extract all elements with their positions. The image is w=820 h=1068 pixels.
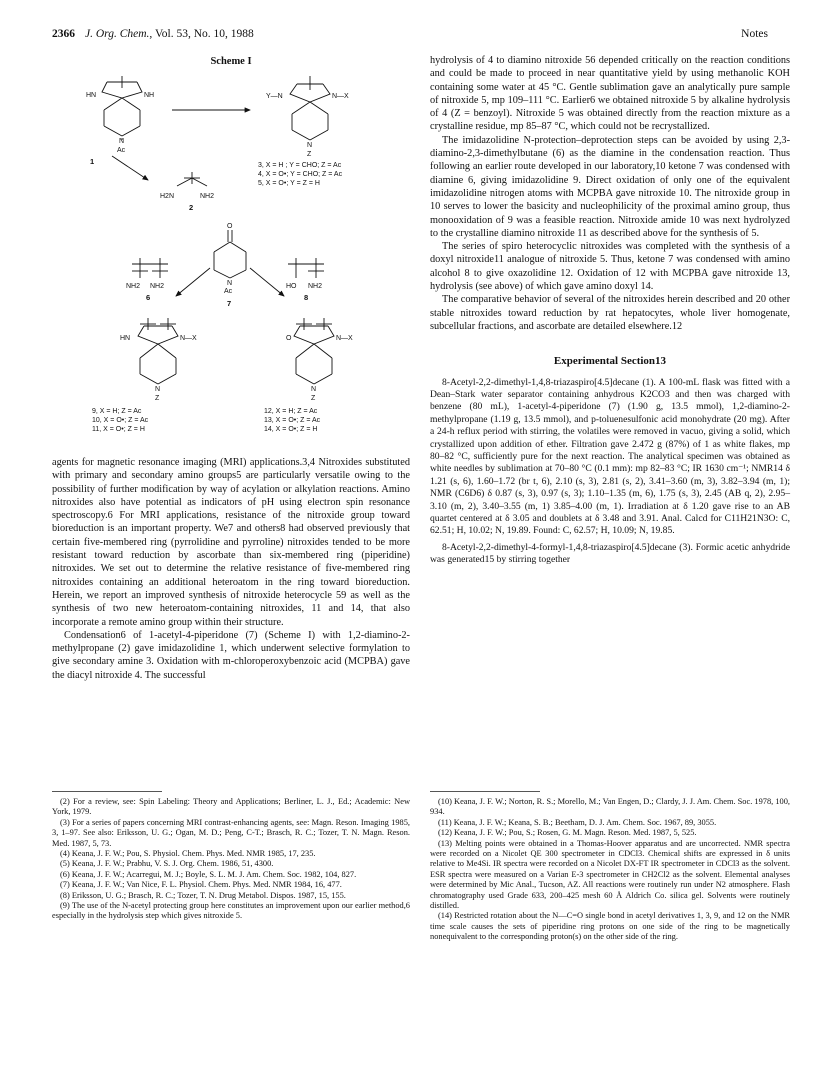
c8-b: NH2 <box>308 283 323 290</box>
compound-7-structure <box>214 223 246 308</box>
c8-number: 8 <box>304 293 309 302</box>
page-number: 2366 <box>52 28 75 40</box>
compound-2-structure <box>160 172 214 212</box>
c12-n: N <box>311 386 317 393</box>
c12-z: Z <box>311 395 316 402</box>
footnote: (8) Eriksson, U. G.; Brasch, R. C.; Tozer, T. N. Drug Metabol. Dispos. 1987, 15, 155. <box>60 890 346 900</box>
journal-name: J. Org. Chem., <box>85 28 153 40</box>
c3-label-1: 3, X = H ; Y = CHO; Z = Ac <box>258 162 342 169</box>
journal-citation: Vol. 53, No. 10, 1988 <box>154 28 254 40</box>
compound-8-structure <box>286 258 324 302</box>
c12-right: N—X <box>336 335 353 342</box>
experimental-section-title: Experimental Section13 <box>553 355 667 368</box>
c12-label-1: 12, X = H; Z = Ac <box>264 408 318 415</box>
footnote: (5) Keana, J. F. W.; Prabhu, V. S. J. Org. Chem. 1986, 51, 4300. <box>60 859 274 869</box>
c7-n: N <box>227 280 233 287</box>
right-column-body <box>430 54 790 567</box>
arrow-down-left <box>112 156 148 180</box>
c12-left: O <box>286 335 292 342</box>
c3-z: Z <box>307 151 312 158</box>
c1-hn: HN <box>86 92 97 99</box>
scheme-title: Scheme I <box>210 56 252 67</box>
c9-n: N <box>155 386 161 393</box>
footnote: (3) For a series of papers concerning MRI contrast-enhancing agents, see: Magn. Reson. Imaging 1985, 3, 1–97. See also: Eriksson, U. G.; Ogan, M. D.; Peng, C-T.; Brasch, R. C.; Tozer, T. N. Magn. Reson. Med. 1987, 5, 73. <box>52 817 410 848</box>
footnote: (2) For a review, see: Spin Labeling: Theory and Applications; Berliner, L. J., Ed.; Academic: New York, 1979. <box>52 797 410 817</box>
body-paragraph: The imidazolidine N-protection–deprotection steps can be avoided by using 2,3-diamino-2,3-dimethylbutane (6) as the diamine in the condensation reaction. Thus following an earlier route developed in our laboratory,10 ketone 7 was condensed with diamine 6, giving imidazolidine 9. Direct oxidation of only one of the equivalent imidazolidine nitrogen atoms with MCPBA gave nitroxide 10. The nitroxide group in 10 serves to lower the basicity and nucleophilicity of the proximal amino group, thus monooxidation of 9 was a feasible reaction. Nitroxide amide 10 was next hydrolyzed to the crystalline diamino nitroxide 11 as described above for the synthesis of 5. <box>430 134 790 239</box>
c1-nh: NH <box>144 92 155 99</box>
compound-12-14-structure <box>264 318 353 433</box>
footnote: (9) The use of the N-acetyl protecting group here constitutes an improvement upon our earlier method,6 especially in the hydrolysis step which gives nitroxide 5. <box>52 901 410 921</box>
c3-label-3: 5, X = O•; Y = Z = H <box>258 180 320 187</box>
body-paragraph: The comparative behavior of several of the nitroxides herein described and 20 other stable nitroxides toward reduction by rat hepatocytes, whole liver homogenate, subcellular fractions, and ascorbate are detailed elsewhere.12 <box>430 294 790 332</box>
arrow-7-to-9 <box>176 268 210 296</box>
body-paragraph: hydrolysis of 4 to diamino nitroxide 56 depended critically on the reaction conditions and could be made to proceed in near quantitative yield by using methanolic KOH containing some water at 45 °C. Gentle sublimation gave an analytically pure sample of nitroxide 5, mp 109–111 °C. Earlier6 we obtained nitroxide 5 by alkaline hydrolysis of 4 (Z = benzoyl). Nitroxide 5 was obtained directly from the reaction mixture as a crystalline residue, mp 85–87 °C, which could not be recrystallized. <box>430 55 790 133</box>
c1-n: N <box>119 138 125 145</box>
c3-n: N <box>307 142 313 149</box>
running-header <box>52 28 254 40</box>
c9-z: Z <box>155 395 160 402</box>
c1-number: 1 <box>90 157 95 166</box>
c3-label-2: 4, X = O•; Y = CHO; Z = Ac <box>258 171 343 178</box>
footnote: (11) Keana, J. F. W.; Keana, S. B.; Beetham, D. J. Am. Chem. Soc. 1967, 89, 3055. <box>438 817 717 827</box>
footnote: (4) Keana, J. F. W.; Pou, S. Physiol. Chem. Phys. Med. NMR 1985, 17, 235. <box>60 849 316 859</box>
c8-a: HO <box>286 283 297 290</box>
footnote-rule <box>52 791 162 792</box>
c9-label-1: 9, X = H; Z = Ac <box>92 408 142 415</box>
c1-ac: Ac <box>117 147 126 154</box>
compound-9-11-structure <box>92 318 197 433</box>
reaction-scheme <box>52 68 410 450</box>
footnote: (7) Keana, J. F. W.; Van Nice, F. L. Physiol. Chem. Phys. Med. NMR 1984, 16, 477. <box>60 880 342 890</box>
c9-label-3: 11, X = O•; Z = H <box>92 426 145 433</box>
experimental-paragraph: 8-Acetyl-2,2-dimethyl-1,4,8-triazaspiro[4.5]decane (1). A 100-mL flask was fitted with a Dean–Stark water separator containing anhydrous K2CO3 and then was charged with benzene (80 mL), 1-acetyl-4-piperidone (7) (1.90 g, 13.5 mmol), 1,2-diamino-2-methylpropane (1.19 g, 13.5 mmol), and p-toluenesulfonic acid monohydrate (20 mg). After a 24-h reflux period with stirring, the volatiles were removed in vacuo, giving a solid, which crystallized upon addition of ether. Filtration gave 2.472 g (87%) of 1 as white flakes, mp 80–82 °C, sufficiently pure for the next reaction. The analytical specimen was obtained as white needles by sublimation at 70–80 °C (0.1 mm): mp 82–83 °C; IR 1630 cm⁻¹; NMR14 δ 1.21 (s, 6), 1.60–1.72 (br t, 6), 2.10 (s, 3), 2.81 (s, 2), 3.41–3.60 (m, 3), 3.82–3.94 (m, 1); NMR (C6D6) δ 0.87 (s, 3), 0.97 (s, 3); 1.10–1.35 (m, 6), 1.75 (s, 3), 2.45 (AB q, 2), 2.95–3.10 (m, 2), 3.40–3.55 (m, 1) 3.85–4.00 (m, 1). Irradiation at δ 1.20 gave rise to an AB quartet centered at δ 3.05 and doublets at δ 3.48 and 3.91. Anal. Calcd for C11H21N3O: C, 62.51; H, 10.02; N, 19.89. Found: C, 62.57; H, 10.09; N, 19.85. <box>430 376 790 537</box>
c3-left: Y—N <box>266 93 283 100</box>
c6-b: NH2 <box>150 283 165 290</box>
footnote: (6) Keana, J. F. W.; Acarregui, M. J.; Boyle, S. L. M. J. Am. Chem. Soc. 1982, 104, 827. <box>60 869 357 879</box>
footnote: (10) Keana, J. F. W.; Norton, R. S.; Morello, M.; Van Engen, D.; Clardy, J. J. Am. Chem. Soc. 1978, 100, 934. <box>430 797 790 817</box>
c7-ac: Ac <box>224 288 233 295</box>
left-column-body <box>52 456 410 682</box>
c6-a: NH2 <box>126 283 141 290</box>
footnote: (12) Keana, J. F. W.; Pou, S.; Rosen, G. M. Magn. Reson. Med. 1987, 5, 525. <box>438 828 697 838</box>
c12-label-3: 14, X = O•; Z = H <box>264 426 318 433</box>
c12-label-2: 13, X = O•; Z = Ac <box>264 417 321 424</box>
c9-right: N—X <box>180 335 197 342</box>
compound-1-structure <box>86 76 154 166</box>
right-footnotes <box>430 797 790 943</box>
c7-o: O <box>227 223 233 230</box>
arrow-7-to-12 <box>250 268 284 296</box>
c3-right: N—X <box>332 93 349 100</box>
footnote-rule <box>430 791 540 792</box>
compound-6-structure <box>126 258 168 302</box>
footnote: (14) Restricted rotation about the N—C=O single bond in acetyl derivatives 1, 3, 9, and 12 on the NMR time scale causes the sets of piperidine ring protons on one side of the ring to be magnetically nonequivalent to the corresponding proton(s) on the other side of the ring. <box>430 911 790 942</box>
c9-label-2: 10, X = O•; Z = Ac <box>92 417 149 424</box>
experimental-paragraph: 8-Acetyl-2,2-dimethyl-4-formyl-1,4,8-triazaspiro[4.5]decane (3). Formic acetic anhydride was generated15 by stirring together <box>430 541 790 566</box>
section-label: Notes <box>741 28 768 40</box>
body-paragraph: agents for magnetic resonance imaging (MRI) applications.3,4 Nitroxides substituted with primary and secondary amino groups5 are particularly versatile owing to the possibility of further modification by way of acylation or alkylation reactions. Amino nitroxides also have potential as indicators of pH using electron spin resonance spectroscopy.6 For MRI applications, resistance of the nitroxide group toward bioreduction is an important property. We7 and others8 had observed previously that certain five-membered ring (pyrrolidine and pyrroline) nitroxides tended to be more resistant toward reduction by ascorbate than six-membered ring (piperidine) nitroxides. We set out to determine the relative resistance of five-membered ring nitroxides containing an additional heteroatom in the ring toward bioreduction. Herein, we report an improved synthesis of nitroxide heterocycle 59 as well as the synthesis of two new heteroatom-containing nitroxides, 11 and 14, that also incorporate a remote amino group within their structure. <box>52 457 410 628</box>
c2-b: NH2 <box>200 193 215 200</box>
body-paragraph: Condensation6 of 1-acetyl-4-piperidone (7) (Scheme I) with 1,2-diamino-2-methylpropane (2) gave imidazolidine 1, which underwent selective formylation to give secondary amine 3. Oxidation with m-chloroperoxybenzoic acid (MCPBA) gave the diacyl nitroxide 4. The successful <box>52 629 410 681</box>
c2-a: H2N <box>160 193 175 200</box>
left-footnotes <box>52 797 410 922</box>
c2-number: 2 <box>189 203 194 212</box>
c6-number: 6 <box>146 293 151 302</box>
c7-number: 7 <box>227 299 232 308</box>
c9-left: HN <box>120 335 131 342</box>
compound-3-5-structure <box>258 76 349 187</box>
body-paragraph: The series of spiro heterocyclic nitroxides was completed with the synthesis of a doxyl nitroxide11 analogue of nitroxide 5. Thus, ketone 7 was condensed with amino alcohol 8 to give oxazolidine 12. Oxidation of 12 with MCPBA gave nitroxide 13, hydrolysis (see above) of which gave amino doxyl 14. <box>430 241 790 293</box>
footnote: (13) Melting points were obtained in a Thomas-Hoover apparatus and are uncorrected. NMR spectra were recorded on a Nicolet QE 300 spectrometer in CDCl3. Chemical shifts are expressed in δ units relative to Me4Si. IR spectra were recorded on a Nicolet DX-FT IR spectrometer in CDCl3 as the solvent. ESR spectra were measured on a Varian E-3 spectrometer in CH2Cl2 as the solvent. Elemental analyses were determined by Mic Anal., Tucson, AZ. All reactions were routinely run under N2 atmosphere. Flash chromatography used Grade 633, 200–425 mesh 60 Å Aldrich Co. silica gel. Solvents were routinely distilled. <box>430 838 790 911</box>
